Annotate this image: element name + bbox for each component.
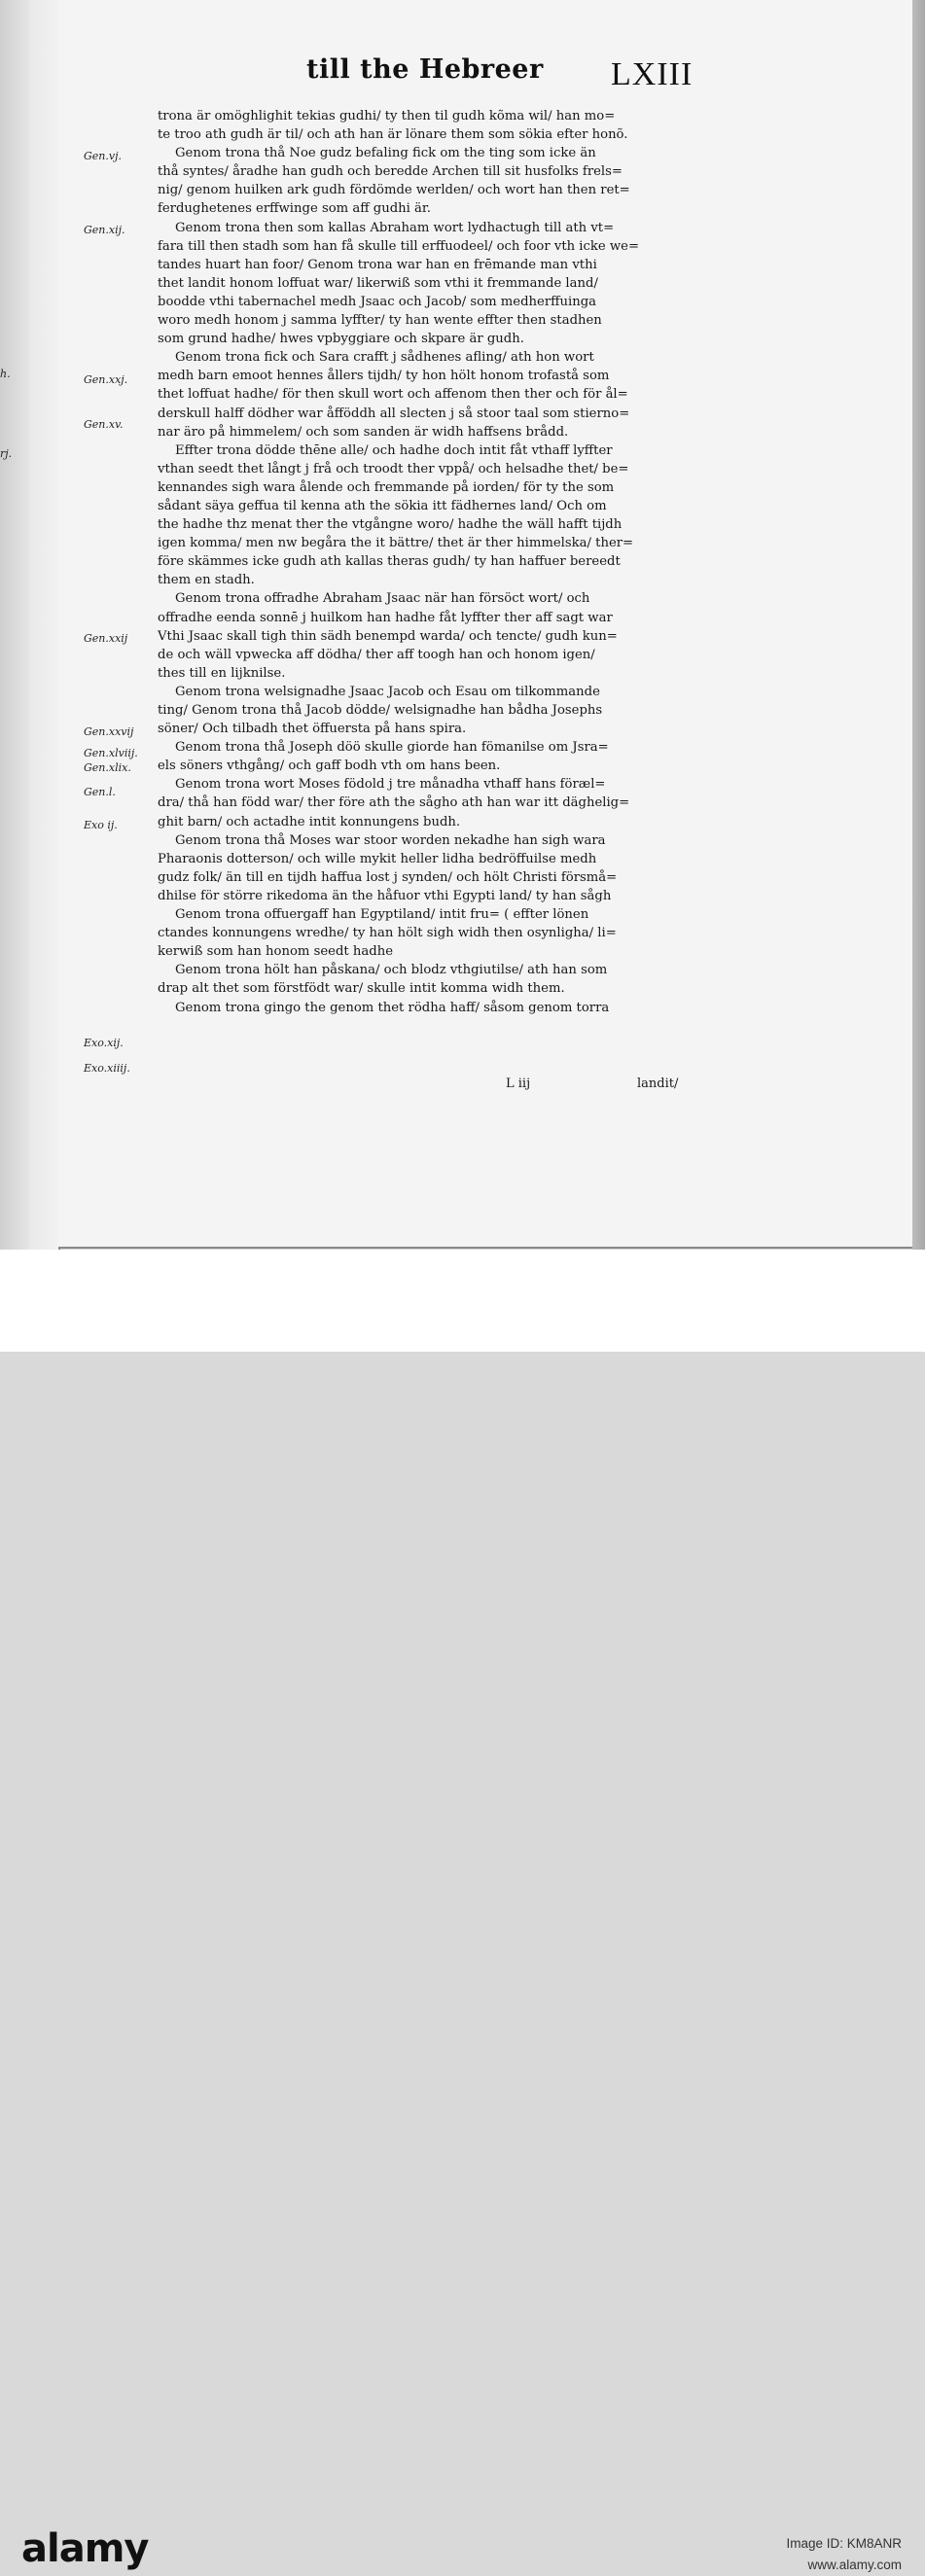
text-line: Pharaonis dotterson/ och wille mykit heller lidha bedröffuilse medh — [158, 851, 597, 866]
text-line: thå syntes/ åradhe han gudh och beredde Archen till sit husfolks frels= — [158, 164, 623, 180]
text-line: Genom trona fick och Sara crafft j sådhenes afling/ ath hon wort — [175, 350, 594, 366]
alamy-logo: alamy — [21, 2526, 149, 2571]
text-line: Vthi Jsaac skall tigh thin sädh benempd warda/ och tencte/ gudh kun= — [158, 628, 618, 644]
text-line: ferdughetenes erffwinge som aff gudhi är. — [158, 201, 431, 217]
text-line: kerwiß som han honom seedt hadhe — [158, 944, 394, 960]
footer-url: www.alamy.com — [807, 2558, 902, 2572]
left-page-note: h. — [0, 368, 11, 380]
margin-note: Exo.xiiij. — [84, 1062, 130, 1075]
text-line: före skämmes icke gudh ath kallas theras gudh/ ty han haffuer bereedt — [158, 554, 621, 570]
text-line: Genom trona offuergaff han Egyptiland/ intit fru= ( effter lönen — [175, 907, 589, 923]
text-line: derskull halff dödher war åfföddh all slecten j så stoor taal som stierno= — [158, 406, 630, 421]
footer-info — [786, 2533, 902, 2576]
text-line: ghit barn/ och actadhe intit konnungens budh. — [158, 814, 461, 829]
text-line: thet landit honom loffuat war/ likerwiß som vthi it fremmande land/ — [158, 275, 598, 291]
image-id: Image ID: KM8ANR — [786, 2536, 902, 2551]
text-line: Genom trona then som kallas Abraham wort lydhactugh till ath vt= — [175, 220, 615, 235]
text-line: thet loffuat hadhe/ för then skull wort och affenom then ther och för ål= — [158, 387, 628, 403]
page-right-edge — [912, 0, 925, 1250]
text-line: ctandes konnungens wredhe/ ty han hölt sigh widh then osynligha/ li= — [158, 926, 617, 941]
text-line: them en stadh. — [158, 573, 255, 588]
text-line: kennandes sigh wara ålende och fremmande på iorden/ för ty the som — [158, 479, 615, 495]
text-line: Genom trona hölt han påskana/ och blodz vthgiutilse/ ath han som — [175, 963, 608, 978]
text-line: ting/ Genom trona thå Jacob dödde/ welsignadhe han bådha Josephs — [158, 703, 603, 718]
text-line: som grund hadhe/ hwes vpbyggiare och skpare är gudh. — [158, 332, 524, 347]
text-line: tandes huart han foor/ Genom trona war han en frēmande man vthi — [158, 257, 597, 272]
text-line: Genom trona gingo the genom thet rödha haff/ såsom genom torra — [175, 1000, 610, 1015]
text-line: Genom trona thå Noe gudz befaling fick om the ting som icke än — [175, 146, 596, 161]
text-line: de och wäll vpwecka aff dödha/ ther aff toogh han och honom igen/ — [158, 647, 595, 662]
margin-note: Gen.xxj. — [84, 373, 128, 386]
text-line: Genom trona thå Joseph döö skulle giorde han fömanilse om Jsra= — [175, 740, 609, 756]
stock-footer — [0, 1250, 925, 2572]
margin-note: Gen.vj. — [84, 150, 122, 162]
text-line: nig/ genom huilken ark gudh fördömde werlden/ och wort han then ret= — [158, 183, 630, 198]
margin-note: Gen.xlix. — [84, 761, 131, 774]
margin-note: Gen.xlviij. — [84, 747, 138, 759]
text-line: Genom trona wort Moses födold j tre månadha vthaff hans föræl= — [175, 777, 606, 793]
margin-note: Gen.xij. — [84, 224, 125, 236]
text-line: gudz folk/ än till en tijdh haffua lost j synden/ och hölt Christi försmå= — [158, 869, 618, 885]
text-line: vthan seedt thet långt j frå och troodt ther vppå/ och helsadhe thet/ be= — [158, 461, 629, 476]
text-line: te troo ath gudh är til/ och ath han är lönare them som sökia efter honõ. — [158, 127, 628, 143]
text-line: dra/ thå han född war/ ther före ath the sågho ath han war itt däghelig= — [158, 795, 630, 811]
text-line: fara till then stadh som han få skulle till erffuodeel/ och foor vth icke we= — [158, 238, 640, 254]
text-line: dhilse för större rikedoma än the håfuor vthi Egypti land/ ty han sågh — [158, 888, 612, 903]
text-line: söner/ Och tilbadh thet öffuersta på hans spira. — [158, 722, 467, 737]
text-line: Genom trona welsignadhe Jsaac Jacob och Esau om tilkommande — [175, 684, 600, 699]
text-line: offradhe eenda sonnē j huilkom han hadhe fåt lyffter ther aff sagt war — [158, 610, 613, 625]
margin-note: Gen.xxvij — [84, 725, 134, 738]
text-line: boodde vthi tabernachel medh Jsaac och Jacob/ som medherffuinga — [158, 294, 597, 309]
text-line: the hadhe thz menat ther the vtgångne woro/ hadhe the wäll hafft tijdh — [158, 517, 623, 533]
text-line: els söners vthgång/ och gaff bodh vth om hans been. — [158, 759, 501, 774]
margin-note: Exo.xij. — [84, 1037, 124, 1049]
signature-mark: L iij — [506, 1076, 531, 1091]
margin-note: Gen.xv. — [84, 418, 124, 431]
text-line: thes till en lijknilse. — [158, 665, 286, 681]
text-line: Effter trona dödde thēne alle/ och hadhe doch intit fåt vthaff lyffter — [175, 442, 613, 458]
text-line: sådant säya geffua til kenna ath the sökia itt fädhernes land/ Och om — [158, 498, 607, 513]
margin-note: Exo ij. — [84, 819, 118, 831]
left-page-margin — [29, 0, 60, 1250]
folio-number: LXIII — [611, 56, 694, 92]
text-line: drap alt thet som förstfödt war/ skulle intit komma widh them. — [158, 981, 565, 997]
text-line: Genom trona thå Moses war stoor worden nekadhe han sigh wara — [175, 832, 606, 848]
catchword: landit/ — [637, 1076, 679, 1091]
text-line: trona är omöghlighit tekias gudhi/ ty then til gudh kõma wil/ han mo= — [158, 109, 616, 124]
text-line: woro medh honom j samma lyffter/ ty han wente effter then stadhen — [158, 313, 602, 329]
body-text — [158, 107, 702, 1017]
margin-note: Gen.l. — [84, 786, 116, 798]
text-line: medh barn emoot hennes ållers tijdh/ ty hon hölt honom trofastå som — [158, 369, 610, 384]
scanned-page-photo — [0, 0, 925, 1250]
text-line: nar äro på himmelem/ och som sanden är widh haffsens brådd. — [158, 424, 569, 440]
margin-note: Gen.xxij — [84, 632, 128, 645]
left-page-note: rj. — [0, 447, 13, 460]
running-head: till the Hebreer — [306, 54, 544, 85]
text-line: igen komma/ men nw begåra the it bättre/ thet är ther himmelska/ ther= — [158, 536, 634, 551]
text-line: Genom trona offradhe Abraham Jsaac när han försöct wort/ och — [175, 591, 590, 607]
